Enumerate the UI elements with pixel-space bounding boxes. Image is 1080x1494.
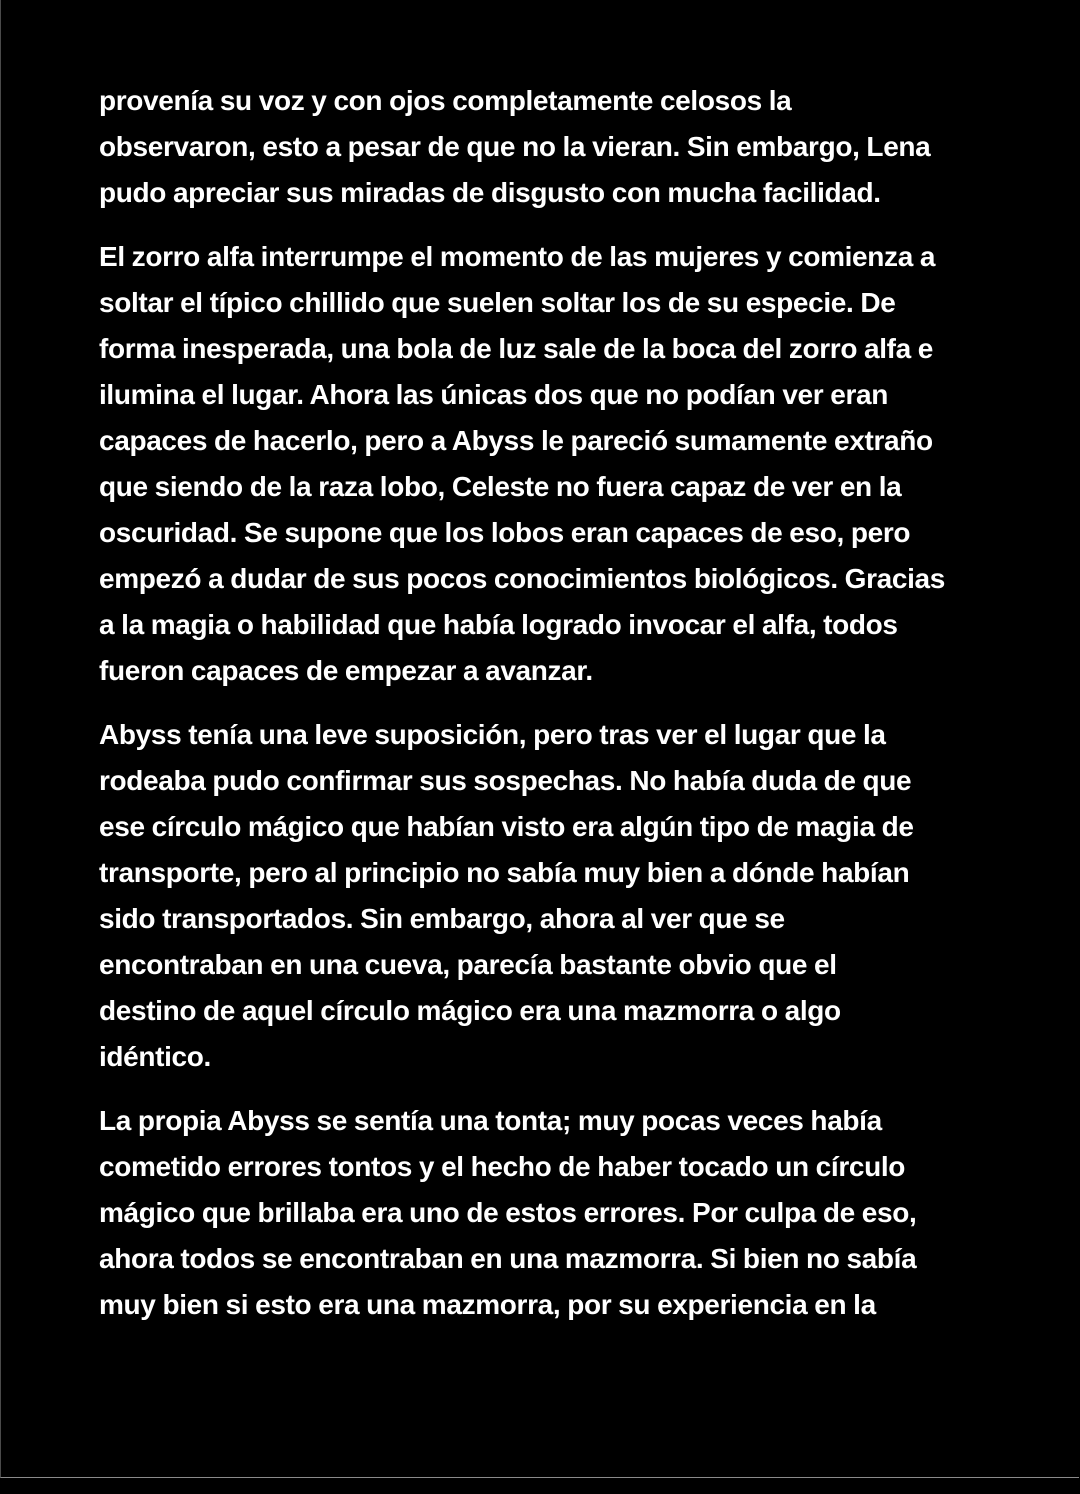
text-line: forma inesperada, una bola de luz sale de la boca del zorro alfa e <box>99 333 933 364</box>
text-line: a la magia o habilidad que había logrado invocar el alfa, todos <box>99 609 898 640</box>
text-line: que siendo de la raza lobo, Celeste no fuera capaz de ver en la <box>99 471 902 502</box>
paragraph-4 <box>99 1098 999 1328</box>
paragraph-1 <box>99 78 999 216</box>
text-line: ese círculo mágico que habían visto era algún tipo de magia de <box>99 811 914 842</box>
paragraph-2 <box>99 234 999 694</box>
text-line: ahora todos se encontraban en una mazmorra. Si bien no sabía <box>99 1243 917 1274</box>
text-line: cometido errores tontos y el hecho de haber tocado un círculo <box>99 1151 906 1182</box>
text-line: sido transportados. Sin embargo, ahora al ver que se <box>99 903 785 934</box>
text-line: muy bien si esto era una mazmorra, por su experiencia en la <box>99 1289 876 1320</box>
text-line: empezó a dudar de sus pocos conocimientos biológicos. Gracias <box>99 563 945 594</box>
text-line: ilumina el lugar. Ahora las únicas dos que no podían ver eran <box>99 379 888 410</box>
text-line: idéntico. <box>99 1041 211 1072</box>
paragraph-3 <box>99 712 999 1080</box>
text-line: La propia Abyss se sentía una tonta; muy pocas veces había <box>99 1105 882 1136</box>
text-line: capaces de hacerlo, pero a Abyss le pareció sumamente extraño <box>99 425 933 456</box>
text-line: observaron, esto a pesar de que no la vieran. Sin embargo, Lena <box>99 131 931 162</box>
text-line: provenía su voz y con ojos completamente celosos la <box>99 85 792 116</box>
text-line: pudo apreciar sus miradas de disgusto con mucha facilidad. <box>99 177 881 208</box>
text-line: soltar el típico chillido que suelen soltar los de su especie. De <box>99 287 896 318</box>
text-line: El zorro alfa interrumpe el momento de las mujeres y comienza a <box>99 241 936 272</box>
text-line: mágico que brillaba era uno de estos errores. Por culpa de eso, <box>99 1197 917 1228</box>
text-line: destino de aquel círculo mágico era una mazmorra o algo <box>99 995 841 1026</box>
text-line: Abyss tenía una leve suposición, pero tras ver el lugar que la <box>99 719 886 750</box>
text-line: fueron capaces de empezar a avanzar. <box>99 655 593 686</box>
text-block <box>99 78 999 1346</box>
text-line: rodeaba pudo confirmar sus sospechas. No había duda de que <box>99 765 912 796</box>
text-line: transporte, pero al principio no sabía muy bien a dónde habían <box>99 857 910 888</box>
text-line: oscuridad. Se supone que los lobos eran capaces de eso, pero <box>99 517 911 548</box>
text-line: encontraban en una cueva, parecía bastante obvio que el <box>99 949 837 980</box>
